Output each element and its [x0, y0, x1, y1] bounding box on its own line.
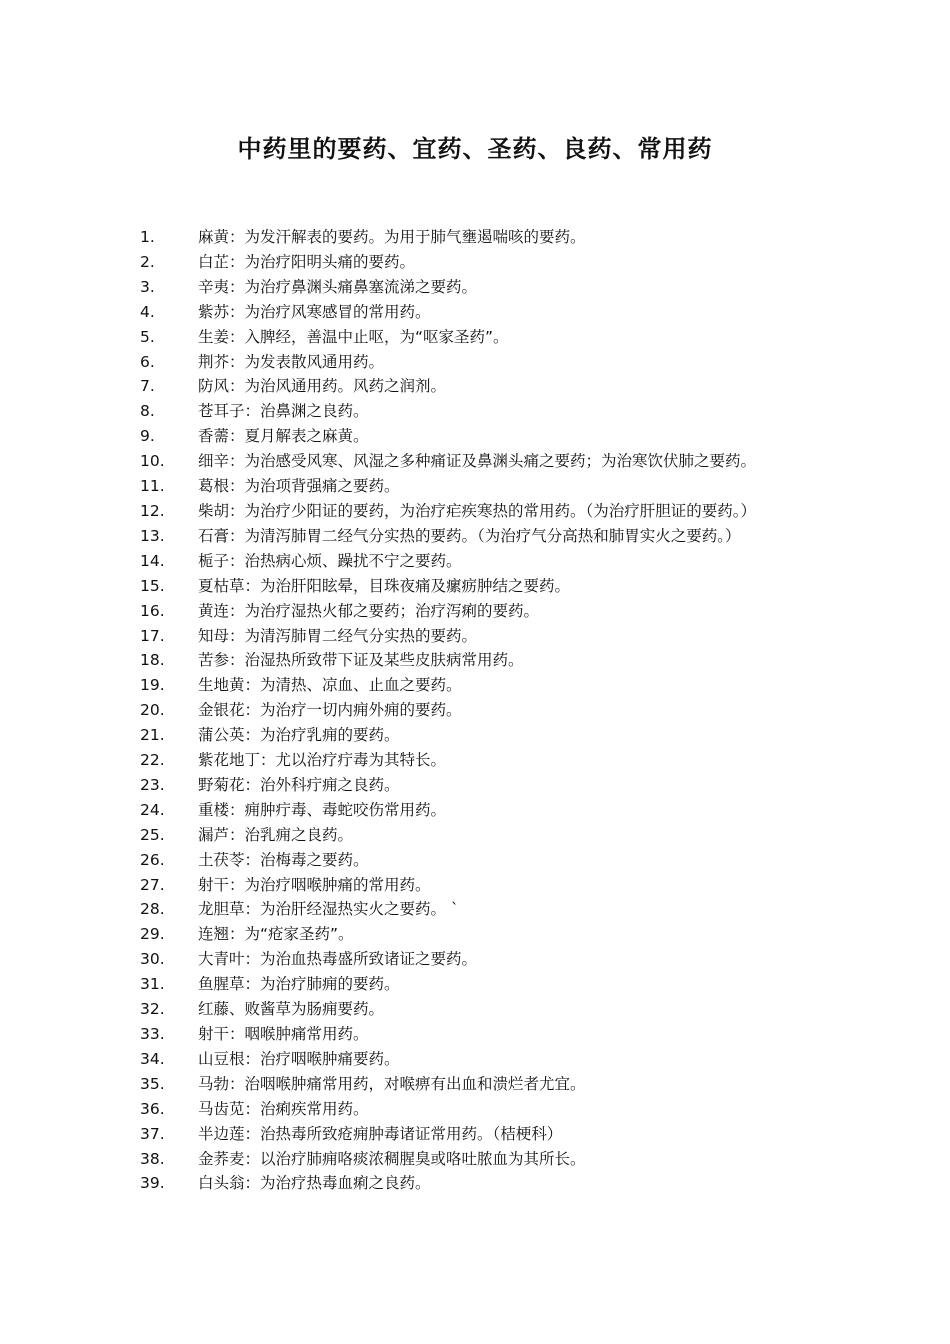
list-item [140, 648, 820, 673]
item-text: 蒲公英：为治疗乳痈的要药。 [198, 726, 400, 745]
item-text: 土茯苓：治梅毒之要药。 [198, 850, 369, 869]
item-text: 防风：为治风通用药。风药之润剂。 [198, 377, 447, 396]
item-text: 柴胡：为治疗少阳证的要药，为治疗疟疾寒热的常用药。（为治疗肝胆证的要药。） [198, 501, 757, 520]
list-item [140, 325, 820, 350]
item-number: 16. [140, 601, 165, 620]
list-item [140, 673, 820, 698]
item-number: 23. [140, 775, 165, 794]
item-number: 9. [140, 427, 155, 446]
item-number: 21. [140, 726, 165, 745]
list-item [140, 624, 820, 649]
item-number: 30. [140, 950, 165, 969]
item-number: 37. [140, 1124, 165, 1143]
item-number: 5. [140, 327, 155, 346]
item-number: 34. [140, 1049, 165, 1068]
list-item [140, 300, 820, 325]
item-text: 半边莲：治热毒所致疮痈肿毒诸证常用药。（桔梗科） [198, 1124, 563, 1143]
list-item [140, 374, 820, 399]
item-number: 10. [140, 452, 165, 471]
item-number: 2. [140, 252, 155, 271]
item-number: 39. [140, 1174, 165, 1193]
item-text: 白头翁：为治疗热毒血痢之良药。 [198, 1174, 431, 1193]
item-text: 葛根：为治项背强痛之要药。 [198, 477, 400, 496]
list-item [140, 997, 820, 1022]
list-item [140, 972, 820, 997]
item-text: 辛夷：为治疗鼻渊头痛鼻塞流涕之要药。 [198, 277, 478, 296]
item-text: 知母：为清泻肺胃二经气分实热的要药。 [198, 626, 478, 645]
list-item [140, 599, 820, 624]
item-number: 38. [140, 1149, 165, 1168]
list-item [140, 449, 820, 474]
item-text: 连翘：为“疮家圣药”。 [198, 925, 354, 944]
item-text: 紫苏：为治疗风寒感冒的常用药。 [198, 302, 431, 321]
item-number: 4. [140, 302, 155, 321]
item-text: 射干：为治疗咽喉肿痛的常用药。 [198, 875, 431, 894]
list-item [140, 873, 820, 898]
list-item [140, 524, 820, 549]
item-text: 红藤、败酱草为肠痈要药。 [198, 1000, 385, 1019]
item-number: 33. [140, 1025, 165, 1043]
item-number: 25. [140, 825, 165, 844]
item-number: 19. [140, 676, 165, 695]
item-text: 射干：咽喉肿痛常用药。 [198, 1025, 369, 1043]
item-number: 11. [140, 477, 165, 496]
list-item [140, 574, 820, 599]
item-text: 石膏：为清泻肺胃二经气分实热的要药。（为治疗气分高热和肺胃实火之要药。） [198, 526, 741, 545]
list-item [140, 424, 820, 449]
item-text: 金银花：为治疗一切内痈外痈的要药。 [198, 701, 462, 720]
item-text: 香薷：夏月解表之麻黄。 [198, 427, 369, 446]
item-text: 细辛：为治感受风寒、风湿之多种痛证及鼻渊头痛之要药；为治寒饮伏肺之要药。 [198, 452, 757, 471]
item-text: 大青叶：为治血热毒盛所致诸证之要药。 [198, 950, 478, 969]
item-number: 27. [140, 875, 165, 894]
item-text: 苍耳子：治鼻渊之良药。 [198, 402, 369, 421]
list-item [140, 225, 820, 250]
list-item [140, 922, 820, 947]
item-number: 32. [140, 1000, 165, 1019]
list-item [140, 1072, 820, 1097]
list-item [140, 549, 820, 574]
item-text: 白芷：为治疗阳明头痛的要药。 [198, 252, 416, 271]
item-number: 15. [140, 576, 165, 595]
item-number: 26. [140, 850, 165, 869]
item-text: 黄连：为治疗湿热火郁之要药；治疗泻痢的要药。 [198, 601, 540, 620]
item-number: 3. [140, 277, 155, 296]
list-item [140, 1147, 820, 1172]
item-number: 35. [140, 1074, 165, 1093]
item-text: 荆芥：为发表散风通用药。 [198, 352, 385, 371]
item-number: 13. [140, 526, 165, 545]
list-item [140, 798, 820, 823]
list-item [140, 1097, 820, 1122]
list-item [140, 823, 820, 848]
item-number: 8. [140, 402, 155, 421]
list-item [140, 1047, 820, 1072]
list-item [140, 947, 820, 972]
item-number: 14. [140, 551, 165, 570]
item-number: 6. [140, 352, 155, 371]
list-item [140, 748, 820, 773]
list-item [140, 897, 820, 922]
item-number: 28. [140, 900, 165, 919]
item-text: 鱼腥草：为治疗肺痈的要药。 [198, 975, 400, 994]
item-number: 20. [140, 701, 165, 720]
item-text: 龙胆草：为治肝经湿热实火之要药。 ` [198, 900, 459, 919]
item-text: 野菊花：治外科疔痈之良药。 [198, 775, 400, 794]
list-item [140, 399, 820, 424]
herb-list [140, 225, 820, 1196]
page-title: 中药里的要药、宜药、圣药、良药、常用药 [237, 135, 713, 163]
item-text: 金荞麦：以治疗肺痈咯痰浓稠腥臭或咯吐脓血为其所长。 [198, 1149, 586, 1168]
list-item [140, 773, 820, 798]
list-item [140, 848, 820, 873]
item-text: 马齿苋：治痢疾常用药。 [198, 1099, 369, 1118]
item-text: 山豆根：治疗咽喉肿痛要药。 [198, 1049, 400, 1068]
list-item [140, 1122, 820, 1147]
item-text: 马勃：治咽喉肿痛常用药，对喉痹有出血和溃烂者尤宜。 [198, 1074, 586, 1093]
list-item [140, 723, 820, 748]
item-text: 紫花地丁：尤以治疗疔毒为其特长。 [198, 751, 447, 770]
list-item [140, 350, 820, 375]
item-number: 18. [140, 651, 165, 670]
item-number: 12. [140, 501, 165, 520]
list-item [140, 698, 820, 723]
item-number: 29. [140, 925, 165, 944]
item-text: 麻黄：为发汗解表的要药。为用于肺气壅遏喘咳的要药。 [198, 228, 586, 246]
item-text: 重楼：痈肿疔毒、毒蛇咬伤常用药。 [198, 800, 447, 819]
item-text: 生地黄：为清热、凉血、止血之要药。 [198, 676, 462, 695]
item-text: 苦参：治湿热所致带下证及某些皮肤病常用药。 [198, 651, 524, 670]
item-text: 夏枯草：为治肝阳眩晕，目珠夜痛及瘰疬肿结之要药。 [198, 576, 571, 595]
item-text: 生姜：入脾经，善温中止呕，为“呕家圣药”。 [198, 327, 509, 346]
item-number: 31. [140, 975, 165, 994]
item-number: 24. [140, 800, 165, 819]
item-number: 7. [140, 377, 155, 396]
item-number: 36. [140, 1099, 165, 1118]
list-item [140, 250, 820, 275]
list-item [140, 474, 820, 499]
list-item [140, 275, 820, 300]
item-number: 17. [140, 626, 165, 645]
list-item [140, 1171, 820, 1196]
list-item [140, 499, 820, 524]
item-number: 22. [140, 751, 165, 770]
list-item [140, 1022, 820, 1047]
item-number: 1. [140, 228, 155, 246]
item-text: 栀子：治热病心烦、躁扰不宁之要药。 [198, 551, 462, 570]
item-text: 漏芦：治乳痈之良药。 [198, 825, 354, 844]
